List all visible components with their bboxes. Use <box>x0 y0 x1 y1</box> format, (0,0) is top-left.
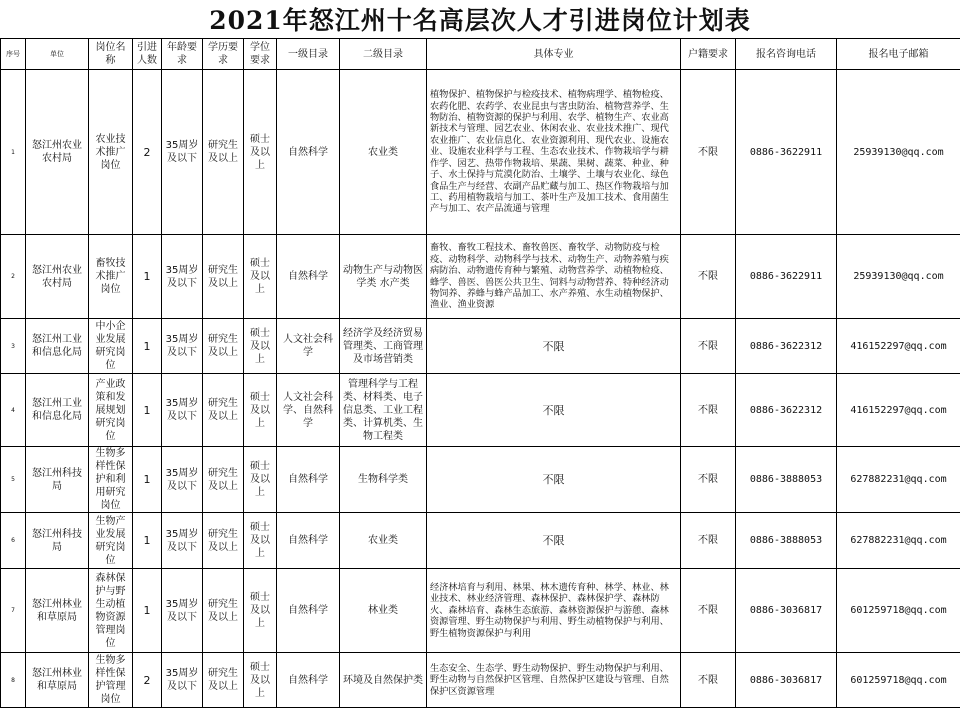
degree-requirement: 硕士及以上 <box>244 374 277 447</box>
table-row <box>1 653 960 708</box>
contact-email: 25939130@qq.com <box>837 235 960 319</box>
age-requirement: 35周岁及以下 <box>162 569 203 653</box>
specialty: 植物保护、植物保护与检疫技术、植物病理学、植物检疫、农药化肥、农药学、农业昆虫与害虫防治、植物营养学、生物防治、植物资源的保护与利用、农学、植物生产、农业高新技术与管理、园艺农业、休闲农业、农业技术推广、现代农业推广、农业信息化、农业资源利用、现代农业、设施农业、设施农业科学与工程、生态农业技术、作物栽培学与耕作学、园艺、热带作物栽培、果蔬、果树、蔬菜、种业、种子、水土保持与荒漠化防治、土壤学、土壤与农业化、绿色食品生产与经营、农副产品贮藏与加工、热区作物栽培与加工、药用植物栽培与加工、茶叶生产及加工技术、食用菌生产与加工、农产品流通与管理 <box>427 70 681 235</box>
contact-phone: 0886-3622312 <box>736 319 837 374</box>
contact-email: 25939130@qq.com <box>837 70 960 235</box>
education-requirement: 研究生及以上 <box>203 319 244 374</box>
hukou-requirement: 不限 <box>681 569 736 653</box>
level1-category: 自然科学 <box>277 653 340 708</box>
level1-category: 自然科学 <box>277 70 340 235</box>
contact-email: 627882231@qq.com <box>837 513 960 569</box>
post-name: 中小企业发展研究岗位 <box>89 319 133 374</box>
specialty: 不限 <box>427 374 681 447</box>
specialty: 畜牧、畜牧工程技术、畜牧兽医、畜牧学、动物防疫与检疫、动物科学、动物科学与技术、动物生产、动物养殖与疾病防治、动物遗传育种与繁殖、动物营养学、动植物检疫、蜂学、兽医、兽医公共卫生、饲料与动物营养、特种经济动物饲养、养蜂与蜂产品加工、水产养殖、水生动植物保护、渔业、渔业资源 <box>427 235 681 319</box>
degree-requirement: 硕士及以上 <box>244 319 277 374</box>
hire-count: 1 <box>133 513 162 569</box>
post-name: 生物多样性保护管理岗位 <box>89 653 133 708</box>
post-name: 畜牧技术推广岗位 <box>89 235 133 319</box>
table-row <box>1 70 960 235</box>
header-row <box>1 39 960 70</box>
page-title: 2021年怒江州十名高层次人才引进岗位计划表 <box>209 6 751 35</box>
contact-phone: 0886-3036817 <box>736 569 837 653</box>
hire-count: 1 <box>133 319 162 374</box>
contact-phone: 0886-3888053 <box>736 513 837 569</box>
level1-category: 自然科学 <box>277 235 340 319</box>
education-requirement: 研究生及以上 <box>203 447 244 513</box>
post-name: 生物产业发展研究岗位 <box>89 513 133 569</box>
hire-count: 1 <box>133 235 162 319</box>
row-number: 7 <box>1 569 26 653</box>
table-row <box>1 513 960 569</box>
degree-requirement: 硕士及以上 <box>244 447 277 513</box>
hukou-requirement: 不限 <box>681 653 736 708</box>
table-row <box>1 447 960 513</box>
unit-name: 怒江州工业和信息化局 <box>26 374 89 447</box>
hukou-requirement: 不限 <box>681 319 736 374</box>
hukou-requirement: 不限 <box>681 513 736 569</box>
hire-count: 1 <box>133 569 162 653</box>
hukou-requirement: 不限 <box>681 70 736 235</box>
contact-email: 601259718@qq.com <box>837 569 960 653</box>
unit-name: 怒江州林业和草原局 <box>26 653 89 708</box>
level2-category: 农业类 <box>340 513 427 569</box>
education-requirement: 研究生及以上 <box>203 374 244 447</box>
education-requirement: 研究生及以上 <box>203 569 244 653</box>
specialty: 不限 <box>427 513 681 569</box>
row-number: 3 <box>1 319 26 374</box>
degree-requirement: 硕士及以上 <box>244 70 277 235</box>
header-email: 报名电子邮箱 <box>837 39 960 70</box>
specialty: 不限 <box>427 319 681 374</box>
unit-name: 怒江州农业农村局 <box>26 235 89 319</box>
education-requirement: 研究生及以上 <box>203 653 244 708</box>
hire-count: 2 <box>133 653 162 708</box>
row-number: 4 <box>1 374 26 447</box>
header-count: 引进人数 <box>133 39 162 70</box>
unit-name: 怒江州科技局 <box>26 513 89 569</box>
degree-requirement: 硕士及以上 <box>244 235 277 319</box>
degree-requirement: 硕士及以上 <box>244 653 277 708</box>
hukou-requirement: 不限 <box>681 235 736 319</box>
contact-phone: 0886-3622312 <box>736 374 837 447</box>
level2-category: 环境及自然保护类 <box>340 653 427 708</box>
unit-name: 怒江州林业和草原局 <box>26 569 89 653</box>
contact-email: 601259718@qq.com <box>837 653 960 708</box>
level1-category: 人文社会科学、自然科学 <box>277 374 340 447</box>
age-requirement: 35周岁及以下 <box>162 653 203 708</box>
header-unit: 单位 <box>26 39 89 70</box>
hukou-requirement: 不限 <box>681 374 736 447</box>
header-level1: 一级目录 <box>277 39 340 70</box>
recruitment-table <box>0 38 960 708</box>
header-hukou: 户籍要求 <box>681 39 736 70</box>
contact-phone: 0886-3888053 <box>736 447 837 513</box>
unit-name: 怒江州农业农村局 <box>26 70 89 235</box>
header-post: 岗位名称 <box>89 39 133 70</box>
table-row <box>1 319 960 374</box>
education-requirement: 研究生及以上 <box>203 235 244 319</box>
contact-phone: 0886-3622911 <box>736 235 837 319</box>
hire-count: 1 <box>133 447 162 513</box>
contact-phone: 0886-3622911 <box>736 70 837 235</box>
post-name: 生物多样性保护和利用研究岗位 <box>89 447 133 513</box>
header-level2: 二级目录 <box>340 39 427 70</box>
level2-category: 动物生产与动物医学类 水产类 <box>340 235 427 319</box>
level2-category: 生物科学类 <box>340 447 427 513</box>
level1-category: 人文社会科学 <box>277 319 340 374</box>
header-education: 学历要求 <box>203 39 244 70</box>
contact-phone: 0886-3036817 <box>736 653 837 708</box>
header-phone: 报名咨询电话 <box>736 39 837 70</box>
age-requirement: 35周岁及以下 <box>162 319 203 374</box>
post-name: 农业技术推广岗位 <box>89 70 133 235</box>
education-requirement: 研究生及以上 <box>203 70 244 235</box>
row-number: 8 <box>1 653 26 708</box>
specialty: 经济林培育与利用、林果、林木遗传育种、林学、林业、林业技术、林业经济管理、森林保护、森林保护学、森林防火、森林培育、森林生态旅游、森林资源保护与游憩、森林资源管理、野生动物保护与利用、野生动植物保护与利用、野生植物资源保护与利用 <box>427 569 681 653</box>
unit-name: 怒江州科技局 <box>26 447 89 513</box>
level2-category: 经济学及经济贸易管理类、工商管理及市场营销类 <box>340 319 427 374</box>
row-number: 2 <box>1 235 26 319</box>
hukou-requirement: 不限 <box>681 447 736 513</box>
age-requirement: 35周岁及以下 <box>162 235 203 319</box>
contact-email: 627882231@qq.com <box>837 447 960 513</box>
table-row <box>1 374 960 447</box>
age-requirement: 35周岁及以下 <box>162 447 203 513</box>
age-requirement: 35周岁及以下 <box>162 70 203 235</box>
hire-count: 2 <box>133 70 162 235</box>
table-row <box>1 569 960 653</box>
header-no: 序号 <box>1 39 26 70</box>
contact-email: 416152297@qq.com <box>837 374 960 447</box>
hire-count: 1 <box>133 374 162 447</box>
header-age: 年龄要求 <box>162 39 203 70</box>
level2-category: 管理科学与工程类、材料类、电子信息类、工业工程类、计算机类、生物工程类 <box>340 374 427 447</box>
row-number: 6 <box>1 513 26 569</box>
specialty: 不限 <box>427 447 681 513</box>
contact-email: 416152297@qq.com <box>837 319 960 374</box>
post-name: 产业政策和发展规划研究岗位 <box>89 374 133 447</box>
table-row <box>1 235 960 319</box>
degree-requirement: 硕士及以上 <box>244 513 277 569</box>
age-requirement: 35周岁及以下 <box>162 374 203 447</box>
level2-category: 农业类 <box>340 70 427 235</box>
specialty: 生态安全、生态学、野生动物保护、野生动物保护与利用、野生动物与自然保护区管理、自然保护区建设与管理、自然保护区资源管理 <box>427 653 681 708</box>
row-number: 1 <box>1 70 26 235</box>
level1-category: 自然科学 <box>277 447 340 513</box>
education-requirement: 研究生及以上 <box>203 513 244 569</box>
row-number: 5 <box>1 447 26 513</box>
header-degree: 学位要求 <box>244 39 277 70</box>
level1-category: 自然科学 <box>277 513 340 569</box>
header-specialty: 具体专业 <box>427 39 681 70</box>
age-requirement: 35周岁及以下 <box>162 513 203 569</box>
degree-requirement: 硕士及以上 <box>244 569 277 653</box>
level2-category: 林业类 <box>340 569 427 653</box>
level1-category: 自然科学 <box>277 569 340 653</box>
unit-name: 怒江州工业和信息化局 <box>26 319 89 374</box>
post-name: 森林保护与野生动植物资源管理岗位 <box>89 569 133 653</box>
